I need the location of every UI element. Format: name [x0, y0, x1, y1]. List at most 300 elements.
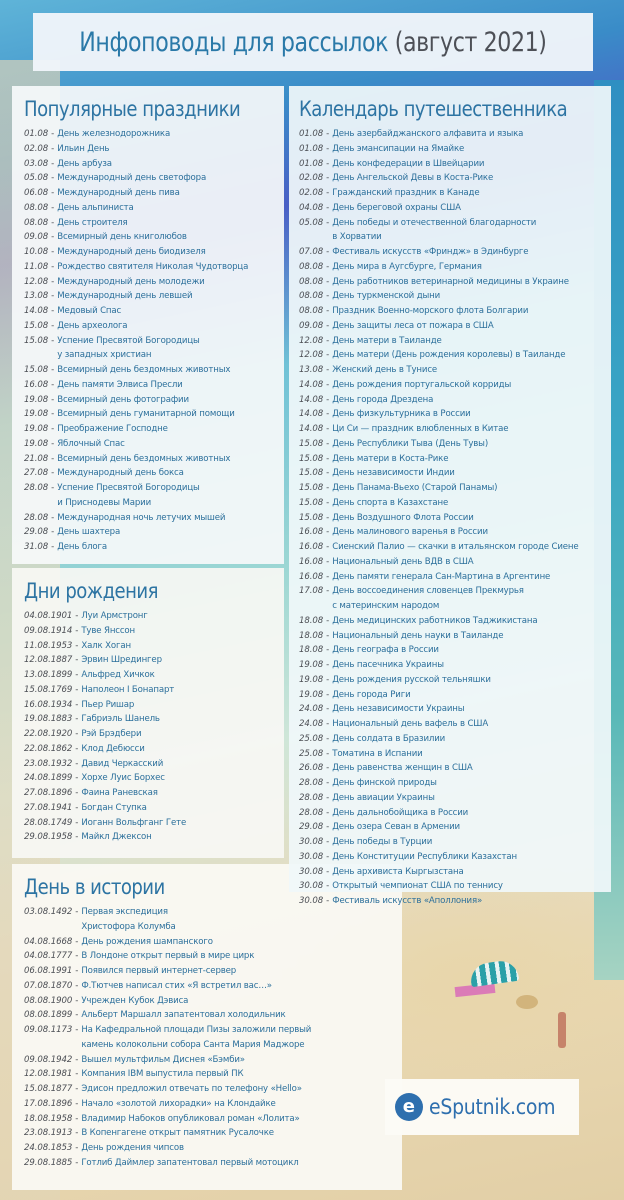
- list-item: [24, 393, 284, 408]
- event-date: 08.08.1900: [24, 995, 73, 1006]
- event-title: Международный день бокса: [57, 468, 184, 479]
- event-date: 05.08: [299, 217, 324, 228]
- separator: -: [326, 866, 330, 877]
- list-item: [299, 142, 611, 157]
- separator: -: [326, 188, 330, 198]
- event-title: День города Риги: [332, 689, 411, 700]
- event-title: День рождения шампанского: [81, 936, 213, 947]
- list-item: [299, 806, 611, 821]
- event-date: 15.08.1769: [24, 684, 73, 695]
- event-title-continued: у западных христиан: [57, 350, 152, 361]
- separator: -: [75, 714, 79, 725]
- separator: -: [326, 202, 330, 213]
- separator: -: [51, 379, 55, 390]
- event-date: 02.08: [24, 143, 49, 154]
- list-item: [24, 935, 402, 950]
- list-item: [24, 171, 284, 186]
- event-title: Успение Пресвятой Богородицы: [57, 335, 200, 346]
- list-item: [24, 1156, 402, 1171]
- event-date: 01.08: [299, 143, 324, 154]
- event-title: Фаина Раневская: [81, 788, 158, 798]
- event-date: 14.08: [24, 306, 49, 316]
- list-item: [24, 230, 284, 245]
- list-item: [24, 525, 284, 540]
- event-date: 15.08: [24, 320, 49, 331]
- separator: -: [75, 788, 79, 798]
- event-title: День защиты леса от пожара в США: [332, 320, 494, 331]
- separator: -: [326, 291, 330, 302]
- event-title: Национальный день ВДВ в США: [332, 556, 474, 567]
- event-title: Фестиваль искусств «Аполлония»: [332, 896, 483, 906]
- list-item: [24, 668, 284, 683]
- list-item: [299, 363, 611, 378]
- list-item: [24, 979, 402, 994]
- event-title-continued: в Хорватии: [332, 232, 382, 243]
- event-title: Хорхе Луис Борхес: [81, 773, 165, 784]
- event-title: Преображение Господне: [57, 424, 168, 434]
- event-title: Открытый чемпионат США по теннису: [332, 881, 503, 892]
- event-title: День памяти Элвиса Пресли: [57, 379, 183, 390]
- event-title-continued: с материнским народом: [332, 601, 440, 611]
- separator: -: [326, 542, 330, 552]
- list-item: [299, 511, 611, 526]
- event-date: 08.08: [299, 276, 324, 287]
- separator: -: [326, 409, 330, 420]
- separator: -: [51, 320, 55, 331]
- event-title: Всемирный день гуманитарной помощи: [57, 409, 235, 420]
- page-title-main: Инфоповоды для рассылок: [79, 26, 389, 58]
- event-date: 29.08.1885: [24, 1157, 73, 1168]
- event-date: 02.08: [299, 173, 324, 184]
- list-item: [299, 643, 611, 658]
- separator: -: [75, 1157, 79, 1168]
- separator: -: [326, 689, 330, 700]
- separator: -: [326, 527, 330, 538]
- event-date: 24.08: [299, 704, 324, 715]
- list-item: [24, 816, 284, 831]
- separator: -: [326, 129, 330, 139]
- separator: -: [51, 468, 55, 479]
- list-item: [299, 260, 611, 275]
- event-title: День независимости Украины: [332, 704, 465, 715]
- event-date: 29.08: [24, 527, 49, 538]
- event-date: 23.08.1913: [24, 1128, 73, 1139]
- separator: -: [326, 468, 330, 479]
- list-item: [24, 1067, 402, 1082]
- event-date: 28.08.1749: [24, 817, 73, 828]
- event-date: 08.08.1899: [24, 1010, 73, 1021]
- event-date: 14.08: [299, 394, 324, 405]
- separator: -: [326, 792, 330, 803]
- event-title: День рождения португальской корриды: [332, 379, 512, 390]
- event-date: 07.08.1870: [24, 980, 73, 991]
- event-date: 16.08: [299, 542, 324, 552]
- event-date: 30.08: [299, 881, 324, 892]
- event-title: В Лондоне открыт первый в мире цирк: [81, 951, 255, 962]
- event-date: 06.08: [24, 188, 49, 198]
- separator: -: [75, 1084, 79, 1094]
- event-date: 09.08.1173: [24, 1025, 73, 1035]
- event-date: 26.08: [299, 763, 324, 774]
- list-item: [24, 757, 284, 772]
- event-title: День азербайджанского алфавита и языка: [332, 129, 524, 139]
- event-date: 08.08: [24, 202, 49, 213]
- list-item: [299, 850, 611, 865]
- list-item: [24, 683, 284, 698]
- separator: -: [326, 896, 330, 906]
- list-item: [24, 801, 284, 816]
- event-title: День города Дрездена: [332, 394, 434, 405]
- separator: -: [326, 276, 330, 287]
- event-date: 09.08: [24, 232, 49, 243]
- event-date: 08.08: [24, 217, 49, 228]
- event-title: Международный день биодизеля: [57, 247, 206, 257]
- separator: -: [326, 173, 330, 184]
- separator: -: [326, 512, 330, 523]
- list-item: [24, 698, 284, 713]
- event-title: Готлиб Даймлер запатентовал первый мотоцикл: [81, 1157, 299, 1168]
- section-title: Дни рождения: [24, 579, 158, 603]
- event-date: 17.08: [299, 586, 324, 597]
- list-item: [24, 1082, 402, 1097]
- event-title: Международная ночь летучих мышей: [57, 512, 226, 523]
- event-title: День победы в Турции: [332, 837, 433, 847]
- event-title: Халк Хоган: [81, 640, 131, 651]
- event-date: 16.08: [24, 379, 49, 390]
- event-title: День арбуза: [57, 158, 112, 169]
- separator: -: [326, 335, 330, 346]
- separator: -: [326, 851, 330, 862]
- event-title: Майкл Джексон: [81, 832, 152, 843]
- list-item: [24, 216, 284, 231]
- event-title: День Республики Тыва (День Тувы): [332, 438, 489, 449]
- separator: -: [75, 699, 79, 710]
- list-item: [24, 289, 284, 304]
- event-title: Национальный день вафель в США: [332, 719, 489, 729]
- separator: -: [326, 143, 330, 154]
- list-item: [299, 452, 611, 467]
- event-title: День матери (День рождения королевы) в Таиланде: [332, 350, 566, 361]
- separator: -: [326, 719, 330, 729]
- list-item: [299, 407, 611, 422]
- separator: -: [75, 1025, 79, 1035]
- event-date: 12.08: [299, 350, 324, 361]
- list-item: [24, 422, 284, 437]
- event-title: Давид Черкасский: [81, 758, 164, 769]
- event-date: 02.08: [299, 188, 324, 198]
- list-item: [24, 639, 284, 654]
- separator: -: [51, 232, 55, 243]
- list-item: [24, 771, 284, 786]
- separator: -: [51, 453, 55, 464]
- event-date: 13.08: [24, 291, 49, 302]
- event-date: 10.08: [24, 247, 49, 257]
- separator: -: [51, 483, 55, 493]
- separator: -: [326, 394, 330, 405]
- event-date: 09.08: [299, 320, 324, 331]
- list-item: [299, 216, 611, 231]
- separator: -: [75, 611, 79, 621]
- event-title: День работников ветеринарной медицины в Украине: [332, 276, 569, 287]
- separator: -: [51, 512, 55, 523]
- list-item: [299, 570, 611, 585]
- separator: -: [326, 217, 330, 228]
- separator: -: [75, 743, 79, 754]
- event-date: 07.08: [299, 247, 324, 257]
- separator: -: [326, 733, 330, 744]
- page-title: [79, 27, 546, 58]
- event-title: Туве Янссон: [81, 625, 136, 636]
- list-item: [299, 348, 611, 363]
- list-item: [24, 142, 284, 157]
- event-date: 19.08: [24, 438, 49, 449]
- separator: -: [75, 966, 79, 976]
- list-item: [299, 555, 611, 570]
- list-item: [24, 1097, 402, 1112]
- list-item-continuation: [299, 230, 611, 245]
- list-item: [299, 201, 611, 216]
- event-date: 08.08: [299, 261, 324, 272]
- list-item: [24, 157, 284, 172]
- event-title: Иоганн Вольфганг Гете: [81, 817, 187, 828]
- event-title: Вышел мультфильм Диснея «Бэмби»: [81, 1054, 245, 1065]
- list-item: [299, 820, 611, 835]
- event-title: День малинового варенья в России: [332, 527, 488, 538]
- list-item: [24, 653, 284, 668]
- list-item: [24, 319, 284, 334]
- separator: -: [75, 1010, 79, 1021]
- list-item: [299, 776, 611, 791]
- event-title: День рождения русской тельняшки: [332, 674, 491, 685]
- event-date: 27.08.1896: [24, 788, 73, 798]
- list-item: [299, 319, 611, 334]
- section-title: Популярные праздники: [24, 97, 241, 121]
- event-title: День памяти генерала Сан-Мартина в Аргентине: [332, 571, 551, 582]
- event-date: 30.08: [299, 837, 324, 847]
- separator: -: [326, 306, 330, 316]
- event-date: 12.08: [24, 276, 49, 287]
- event-title: День шахтера: [57, 527, 121, 538]
- event-date: 18.08: [299, 630, 324, 641]
- event-list: [24, 905, 402, 1171]
- event-title: День Ангельской Девы в Коста-Рике: [332, 173, 494, 184]
- event-title: Первая экспедиция: [81, 907, 168, 917]
- list-item: [299, 688, 611, 703]
- event-title: Всемирный день фотографии: [57, 394, 189, 405]
- separator: -: [326, 350, 330, 361]
- event-title: День рождения чипсов: [81, 1143, 184, 1153]
- separator: -: [326, 822, 330, 833]
- separator: -: [326, 807, 330, 818]
- separator: -: [75, 670, 79, 680]
- separator: -: [51, 438, 55, 449]
- event-title: День конфедерации в Швейцарии: [332, 158, 485, 169]
- separator: -: [51, 217, 55, 228]
- event-date: 27.08: [24, 468, 49, 479]
- event-date: 04.08.1777: [24, 951, 73, 962]
- event-date: 11.08.1953: [24, 640, 73, 651]
- separator: -: [326, 261, 330, 272]
- event-title: День Конституции Республики Казахстан: [332, 851, 517, 862]
- event-date: 19.08: [299, 674, 324, 685]
- list-item: [24, 407, 284, 422]
- event-date: 09.08.1942: [24, 1054, 73, 1065]
- list-item: [299, 717, 611, 732]
- separator: -: [75, 773, 79, 784]
- event-title: День пасечника Украины: [332, 660, 444, 670]
- separator: -: [51, 173, 55, 184]
- separator: -: [326, 748, 330, 759]
- event-date: 14.08: [299, 409, 324, 420]
- separator: -: [51, 247, 55, 257]
- birthdays-panel: [12, 568, 284, 858]
- list-item: [299, 437, 611, 452]
- list-item: [299, 289, 611, 304]
- list-item: [24, 1112, 402, 1127]
- event-date: 30.08: [299, 866, 324, 877]
- event-date: 11.08: [24, 261, 49, 272]
- separator: -: [326, 571, 330, 582]
- page-title-banner: [33, 13, 593, 71]
- event-title: Международный день светофора: [57, 173, 207, 184]
- list-item-continuation: [24, 920, 402, 935]
- separator: -: [75, 684, 79, 695]
- list-item: [299, 702, 611, 717]
- event-list: [24, 127, 284, 555]
- separator: -: [326, 556, 330, 567]
- separator: -: [326, 660, 330, 670]
- separator: -: [75, 995, 79, 1006]
- event-title: День равенства женщин в США: [332, 763, 473, 774]
- event-date: 21.08: [24, 453, 49, 464]
- event-date: 28.08: [24, 483, 49, 493]
- event-date: 16.08: [299, 527, 324, 538]
- event-date: 24.08: [299, 719, 324, 729]
- event-title: Луи Армстронг: [81, 611, 148, 621]
- separator: -: [75, 1054, 79, 1065]
- list-item: [299, 496, 611, 511]
- event-date: 24.08.1853: [24, 1143, 73, 1153]
- separator: -: [326, 763, 330, 774]
- event-date: 15.08: [24, 365, 49, 375]
- list-item: [24, 334, 284, 349]
- event-title: Альберт Маршалл запатентовал холодильник: [81, 1010, 286, 1021]
- list-item: [299, 304, 611, 319]
- event-title: День матери в Таиланде: [332, 335, 442, 346]
- event-date: 28.08: [299, 778, 324, 788]
- list-item: [24, 624, 284, 639]
- list-item-continuation: [24, 1038, 402, 1053]
- list-item: [299, 157, 611, 172]
- event-title: Международный день левшей: [57, 291, 193, 302]
- event-title: Томатина в Испании: [332, 748, 423, 759]
- list-item: [299, 732, 611, 747]
- separator: -: [326, 320, 330, 331]
- event-title: Сиенский Палио — скачки в итальянском городе Сиене: [332, 542, 579, 552]
- event-date: 06.08.1991: [24, 966, 73, 976]
- event-title: День физкультурника в России: [332, 409, 471, 420]
- event-title: Эдисон предложил отвечать по телефону «Hello»: [81, 1084, 302, 1094]
- list-item: [24, 949, 402, 964]
- event-title: Национальный день науки в Таиланде: [332, 630, 504, 641]
- event-title: Медовый Спас: [57, 306, 122, 316]
- event-title: Всемирный день бездомных животных: [57, 453, 231, 464]
- event-title: Рэй Брэдбери: [81, 729, 142, 739]
- separator: -: [51, 261, 55, 272]
- list-item: [299, 835, 611, 850]
- event-title: День географа в России: [332, 645, 439, 656]
- event-title: Международный день пива: [57, 188, 180, 198]
- event-title: Всемирный день бездомных животных: [57, 365, 231, 375]
- list-item: [24, 1141, 402, 1156]
- event-title: Появился первый интернет-сервер: [81, 966, 237, 976]
- separator: -: [326, 837, 330, 847]
- separator: -: [326, 881, 330, 892]
- list-item: [24, 786, 284, 801]
- list-item: [299, 481, 611, 496]
- event-title: Ильин День: [57, 143, 110, 154]
- list-item: [24, 1023, 402, 1038]
- event-title-continued: Христофора Колумба: [81, 921, 176, 932]
- event-date: 03.08.1492: [24, 907, 73, 917]
- event-date: 08.08: [299, 306, 324, 316]
- list-item: [24, 304, 284, 319]
- list-item: [24, 201, 284, 216]
- separator: -: [51, 129, 55, 139]
- separator: -: [326, 630, 330, 641]
- list-item: [299, 422, 611, 437]
- separator: -: [75, 1128, 79, 1139]
- event-list: [299, 127, 611, 909]
- event-title: Фестиваль искусств «Фриндж» в Эдинбурге: [332, 247, 529, 257]
- list-item: [299, 658, 611, 673]
- event-date: 17.08.1896: [24, 1098, 73, 1109]
- event-date: 22.08.1920: [24, 729, 73, 739]
- event-date: 28.08: [24, 512, 49, 523]
- event-title: День мира в Аугсбурге, Германия: [332, 261, 482, 272]
- list-item: [24, 245, 284, 260]
- event-title: День дальнобойщика в России: [332, 807, 469, 818]
- separator: -: [326, 379, 330, 390]
- list-item: [24, 275, 284, 290]
- event-title: День воссоединения словенцев Прекмурья: [332, 586, 524, 597]
- separator: -: [51, 409, 55, 420]
- separator: -: [75, 980, 79, 991]
- event-date: 08.08: [299, 291, 324, 302]
- event-title: Ф.Тютчев написал стих «Я встретил вас…»: [81, 980, 272, 991]
- event-date: 04.08.1901: [24, 611, 73, 621]
- event-date: 05.08: [24, 173, 49, 184]
- list-item: [299, 584, 611, 599]
- event-title: День альпиниста: [57, 202, 134, 213]
- event-title: Альфред Хичкок: [81, 670, 155, 680]
- list-item: [299, 245, 611, 260]
- list-item: [24, 481, 284, 496]
- esputnik-logo-icon: e: [395, 1093, 423, 1121]
- separator: -: [51, 527, 55, 538]
- event-date: 29.08.1958: [24, 832, 73, 843]
- event-date: 30.08: [299, 851, 324, 862]
- separator: -: [326, 453, 330, 464]
- event-title: Гражданский праздник в Канаде: [332, 188, 480, 198]
- event-title: Женский день в Тунисе: [332, 365, 438, 375]
- event-date: 28.08: [299, 792, 324, 803]
- event-date: 18.08: [299, 615, 324, 626]
- event-title: Яблочный Спас: [57, 438, 125, 449]
- list-item: [24, 452, 284, 467]
- separator: -: [75, 1143, 79, 1153]
- event-title: День медицинских работников Таджикистана: [332, 615, 538, 626]
